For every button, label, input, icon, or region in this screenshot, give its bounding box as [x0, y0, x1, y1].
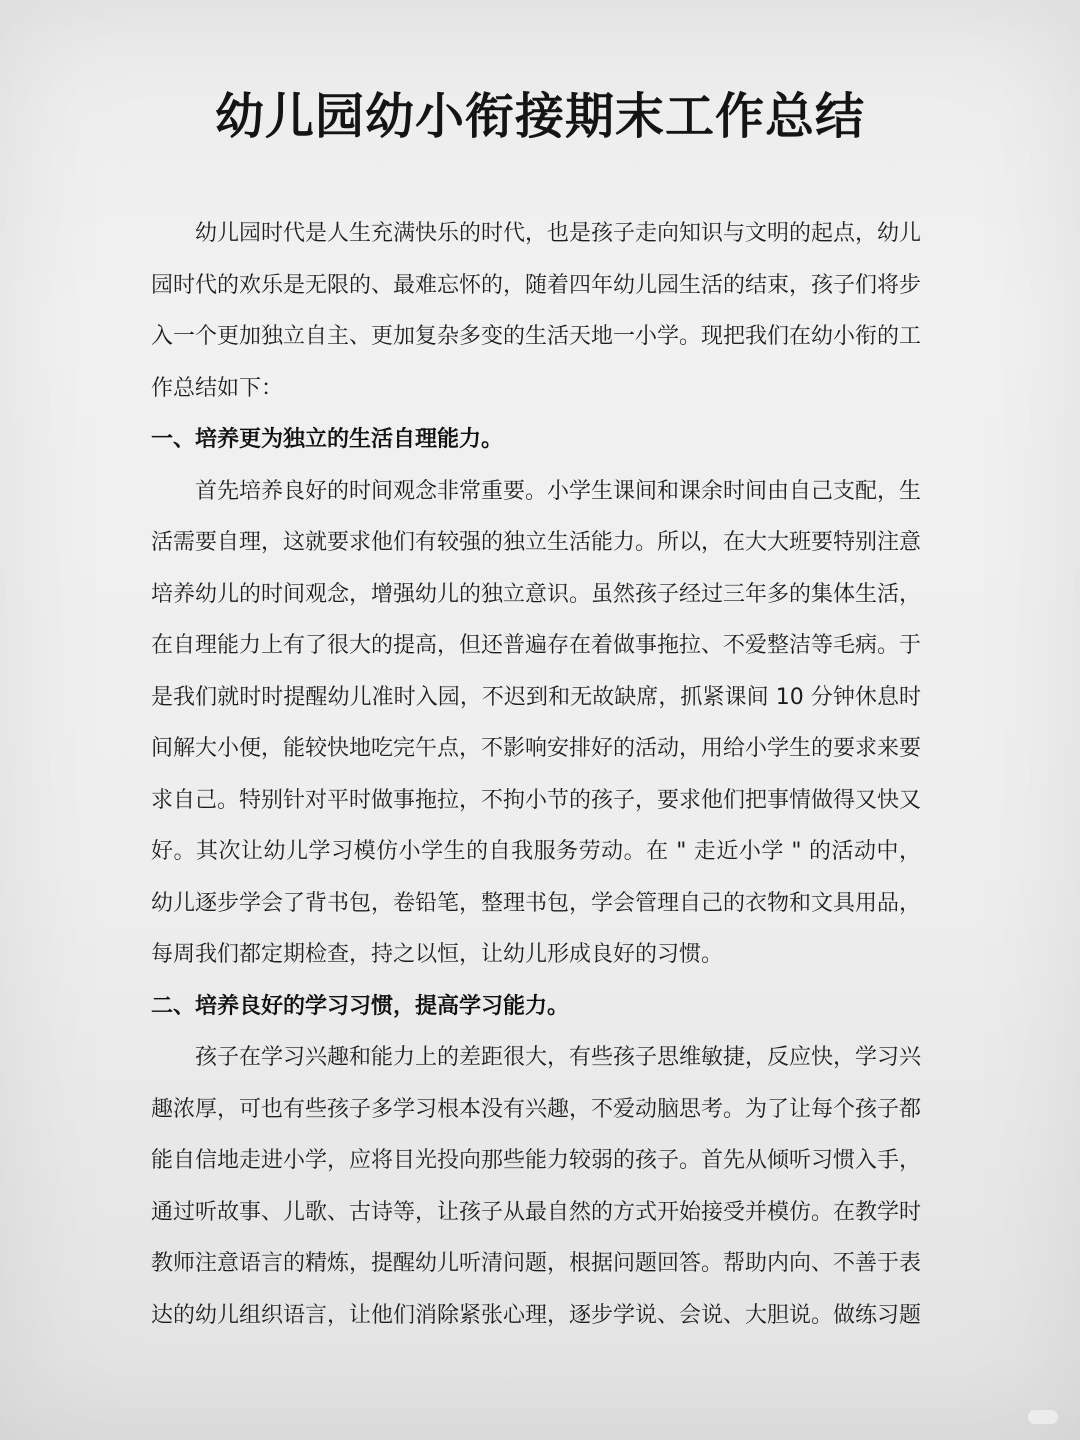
section-heading-1: 一、培养更为独立的生活自理能力。 [151, 427, 504, 452]
document-title: 幼儿园幼小衔接期末工作总结 [214, 88, 865, 145]
watermark-badge [1028, 1410, 1058, 1424]
section-heading-2: 二、培养良好的学习习惯，提高学习能力。 [151, 993, 570, 1019]
section-paragraph-2: 孩子在学习兴趣和能力上的差距很大，有些孩子思维敏捷，反应快，学习兴趣浓厚，可也有些孩子多学习根本没有兴趣，不爱动脑思考。为了让每个孩子都能自信地走进小学，应将目光投向那些能力较弱的孩子。首先从倾听习惯入手，通过听故事、儿歌、古诗等，让孩子从最自然的方式开始接受并模仿。在教学时教师注意语言的精炼，提醒幼儿听清问题，根据问题回答。帮助内向、不善于表达的幼儿组织语言，让他们消除紧张心理，逐步学说、会说、大胆说。做练习题 [151, 1045, 922, 1328]
section-paragraph-1: 首先培养良好的时间观念非常重要。小学生课间和课余时间由自己支配，生活需要自理，这就要求他们有较强的独立生活能力。所以，在大大班要特别注意培养幼儿的时间观念，增强幼儿的独立意识。虽然孩子经过三年多的集体生活，在自理能力上有了很大的提高，但还普遍存在着做事拖拉、不爱整洁等毛病。于是我们就时时提醒幼儿准时入园，不迟到和无故缺席，抓紧课间 10 分钟休息时间解大小便，能较快地吃完午点，不影响安排好的活动，用给小学生的要求来要求自己。特别针对平时做事拖拉，不拘小节的孩子，要求他们把事情做得又快又好。其次让幼儿学习模仿小学生的自我服务劳动。在 " 走近小学 " 的活动中，幼儿逐步学会了背书包，卷铅笔，整理书包，学会管理自己的衣物和文具用品，每周我们都定期检查，持之以恒，让幼儿形成良好的习惯。 [151, 478, 922, 967]
intro-paragraph: 幼儿园时代是人生充满快乐的时代，也是孩子走向知识与文明的起点，幼儿园时代的欢乐是无限的、最难忘怀的，随着四年幼儿园生活的结束，孩子们将步入一个更加独立自主、更加复杂多变的生活天地一小学。现把我们在幼小衔的工作总结如下： [151, 221, 922, 401]
document-body [151, 208, 921, 1341]
